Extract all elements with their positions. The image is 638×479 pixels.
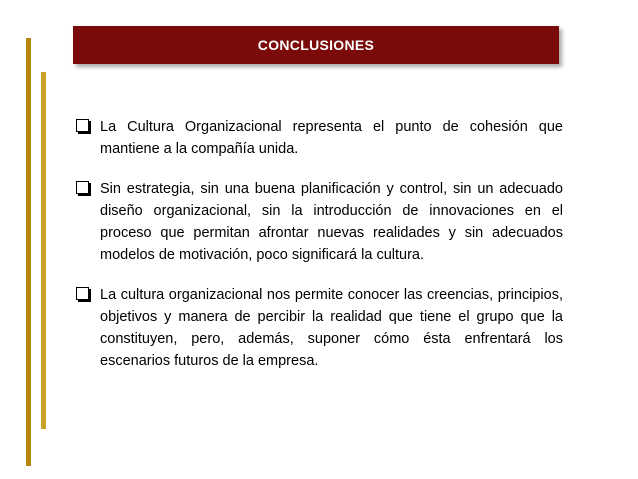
checkbox-bullet-icon xyxy=(76,119,89,132)
list-item xyxy=(75,284,563,372)
title-banner xyxy=(73,26,559,64)
bullet-text: La Cultura Organizacional representa el punto de cohesión que mantiene a la compañía unida. xyxy=(100,119,563,157)
checkbox-bullet-icon xyxy=(76,181,89,194)
decorative-gold-bar-inner xyxy=(41,72,46,429)
bullet-text: Sin estrategia, sin una buena planificación y control, sin un adecuado diseño organizacional, sin la introducción de innovaciones en el proceso que permitan afrontar nuevas realidades y sin adecuados modelos de motivación, poco significará la cultura. xyxy=(100,181,563,263)
checkbox-bullet-icon xyxy=(76,287,89,300)
list-item xyxy=(75,178,563,266)
decorative-gold-bar-outer xyxy=(26,38,31,466)
page-title: CONCLUSIONES xyxy=(257,37,375,53)
bullet-text: La cultura organizacional nos permite conocer las creencias, principios, objetivos y manera de percibir la realidad que tiene el grupo que la constituyen, pero, además, suponer cómo ésta enfrentará los escenarios futuros de la empresa. xyxy=(100,287,563,369)
bullet-list xyxy=(75,116,563,390)
list-item xyxy=(75,116,563,160)
